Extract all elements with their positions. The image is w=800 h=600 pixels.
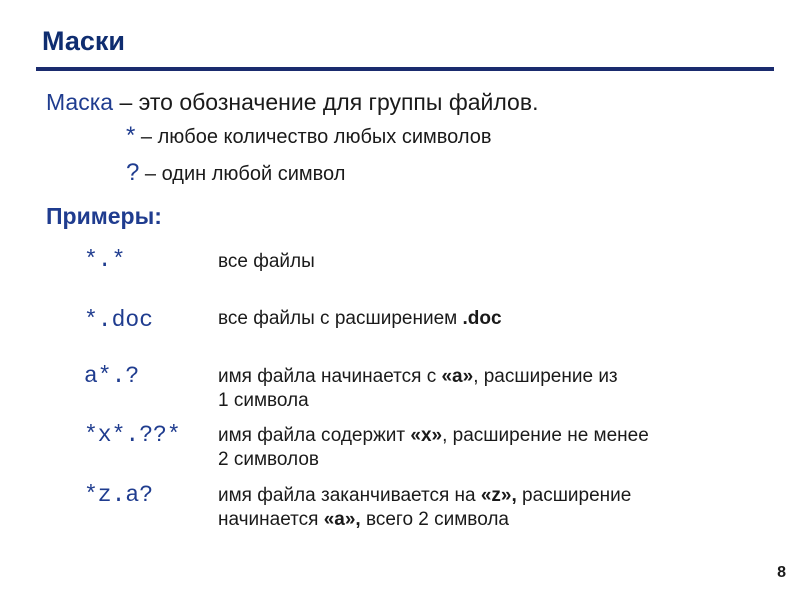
definition-text: – это обозначение для группы файлов. <box>113 89 539 115</box>
wildcard-text: – один любой символ <box>139 163 346 185</box>
desc-text: 2 символов <box>218 449 320 470</box>
example-mask: a*.? <box>84 363 140 389</box>
desc-text: , расширение не менее <box>442 425 649 446</box>
example-mask: *x*.??* <box>84 422 181 448</box>
desc-text: имя файла содержит <box>218 425 411 446</box>
desc-text: все файлы <box>218 251 315 272</box>
example-description <box>218 250 315 274</box>
desc-text: , расширение из <box>473 366 618 387</box>
example-mask: *.* <box>84 247 126 273</box>
example-description <box>218 424 649 472</box>
examples-heading: Примеры: <box>46 203 162 229</box>
desc-text: расширение <box>516 485 632 506</box>
desc-text: начинается <box>218 509 324 530</box>
desc-bold: «х» <box>410 425 443 446</box>
desc-text: имя файла начинается с <box>218 366 442 387</box>
definition-line <box>46 89 538 116</box>
definition-term: Маска <box>46 89 114 115</box>
desc-text: 1 символа <box>218 390 309 411</box>
desc-bold: «z», <box>480 485 517 506</box>
wildcard-question <box>126 159 345 187</box>
example-description <box>218 365 618 413</box>
desc-text: имя файла заканчивается на <box>218 485 481 506</box>
title-divider <box>36 67 774 71</box>
desc-text: все файлы с расширением <box>218 308 463 329</box>
desc-bold: .doc <box>462 308 502 329</box>
wildcard-symbol: ? <box>126 159 140 186</box>
slide-title: Маски <box>42 26 125 56</box>
example-description <box>218 484 631 532</box>
wildcard-asterisk <box>126 122 492 150</box>
page-number: 8 <box>777 564 786 581</box>
example-description <box>218 307 502 331</box>
desc-bold: «a» <box>441 366 474 387</box>
desc-text: всего 2 символа <box>360 509 509 530</box>
desc-bold: «а», <box>323 509 361 530</box>
wildcard-symbol: * <box>126 122 136 149</box>
example-mask: *.doc <box>84 307 154 333</box>
wildcard-text: – любое количество любых символов <box>135 126 492 148</box>
example-mask: *z.a? <box>84 482 154 508</box>
